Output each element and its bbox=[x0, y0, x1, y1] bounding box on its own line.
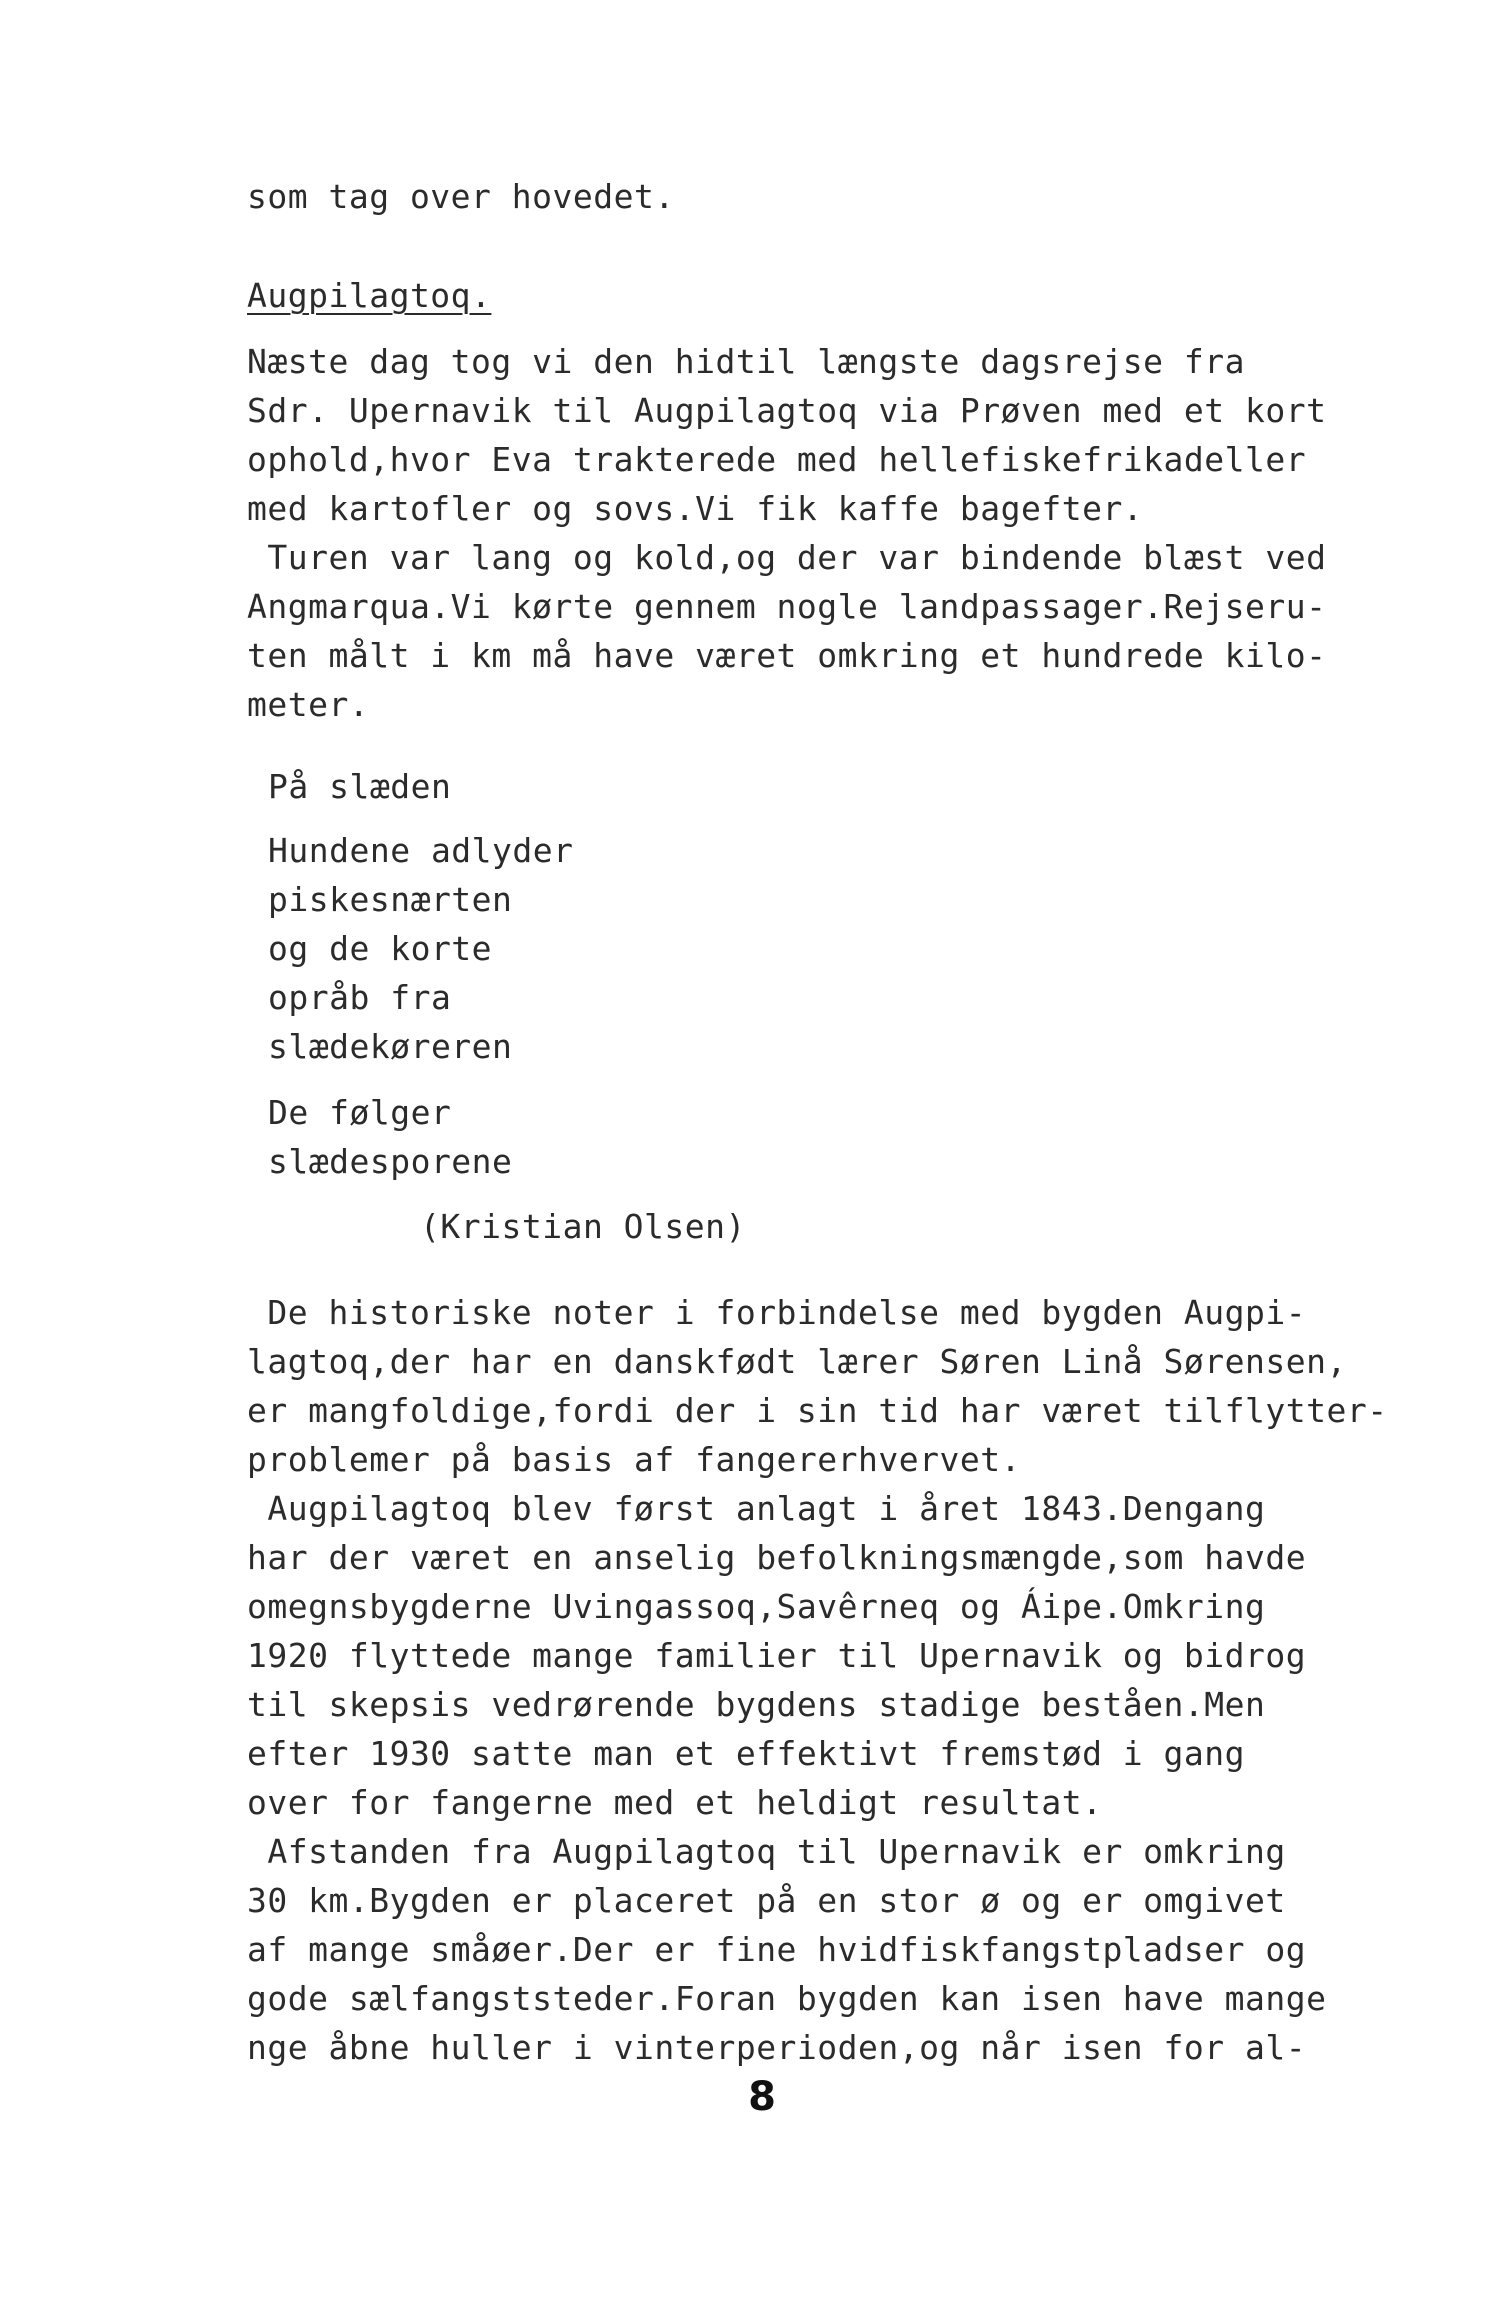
text-line: gode sælfangststeder.Foran bygden kan isen have mange bbox=[247, 1979, 1327, 2018]
text-line: med kartofler og sovs.Vi fik kaffe bagefter. bbox=[247, 489, 1144, 528]
poem-line: slædesporene bbox=[268, 1142, 513, 1181]
opening-line: som tag over hovedet. bbox=[247, 177, 675, 216]
poem-line: De følger bbox=[268, 1093, 452, 1132]
text-line: over for fangerne med et heldigt resultat. bbox=[247, 1783, 1103, 1822]
text-line: er mangfoldige,fordi der i sin tid har været tilflytter- bbox=[247, 1391, 1388, 1430]
text-line: 30 km.Bygden er placeret på en stor ø og er omgivet bbox=[247, 1881, 1286, 1920]
text-line: Angmarqua.Vi kørte gennem nogle landpassager.Rejseru- bbox=[247, 587, 1327, 626]
text-line: nge åbne huller i vinterperioden,og når isen for al- bbox=[247, 2028, 1307, 2067]
text-line: til skepsis vedrørende bygdens stadige beståen.Men bbox=[247, 1685, 1266, 1724]
text-line: problemer på basis af fangererhvervet. bbox=[247, 1440, 1021, 1479]
text-line: af mange småøer.Der er fine hvidfiskfangstpladser og bbox=[247, 1930, 1307, 1969]
poem-line: og de korte bbox=[268, 929, 493, 968]
poem-author: (Kristian Olsen) bbox=[420, 1207, 746, 1246]
text-line: Turen var lang og kold,og der var bindende blæst ved bbox=[247, 538, 1327, 577]
poem-line: slædekøreren bbox=[268, 1027, 513, 1066]
text-line: efter 1930 satte man et effektivt fremstød i gang bbox=[247, 1734, 1246, 1773]
text-line: Afstanden fra Augpilagtoq til Upernavik er omkring bbox=[247, 1832, 1286, 1871]
poem-line: piskesnærten bbox=[268, 880, 513, 919]
text-line: har der været en anselig befolkningsmængde,som havde bbox=[247, 1538, 1307, 1577]
text-line: meter. bbox=[247, 685, 370, 724]
poem-line: opråb fra bbox=[268, 978, 452, 1017]
section-title: Augpilagtoq. bbox=[247, 276, 492, 315]
text-line: lagtoq,der har en danskfødt lærer Søren Linå Sørensen, bbox=[247, 1342, 1347, 1381]
text-line: 1920 flyttede mange familier til Upernavik og bidrog bbox=[247, 1636, 1307, 1675]
text-line: omegnsbygderne Uvingassoq,Savêrneq og Áipe.Omkring bbox=[247, 1587, 1266, 1626]
text-line: De historiske noter i forbindelse med bygden Augpi- bbox=[247, 1293, 1307, 1332]
text-line: Sdr. Upernavik til Augpilagtoq via Prøven med et kort bbox=[247, 391, 1327, 430]
text-line: Augpilagtoq blev først anlagt i året 1843.Dengang bbox=[247, 1489, 1266, 1528]
poem-line: Hundene adlyder bbox=[268, 831, 574, 870]
page-number: 8 bbox=[748, 2074, 776, 2120]
poem-title: På slæden bbox=[268, 767, 452, 806]
text-line: ten målt i km må have været omkring et hundrede kilo- bbox=[247, 636, 1327, 675]
text-line: Næste dag tog vi den hidtil længste dagsrejse fra bbox=[247, 342, 1246, 381]
text-line: ophold,hvor Eva trakterede med hellefiskefrikadeller bbox=[247, 440, 1307, 479]
